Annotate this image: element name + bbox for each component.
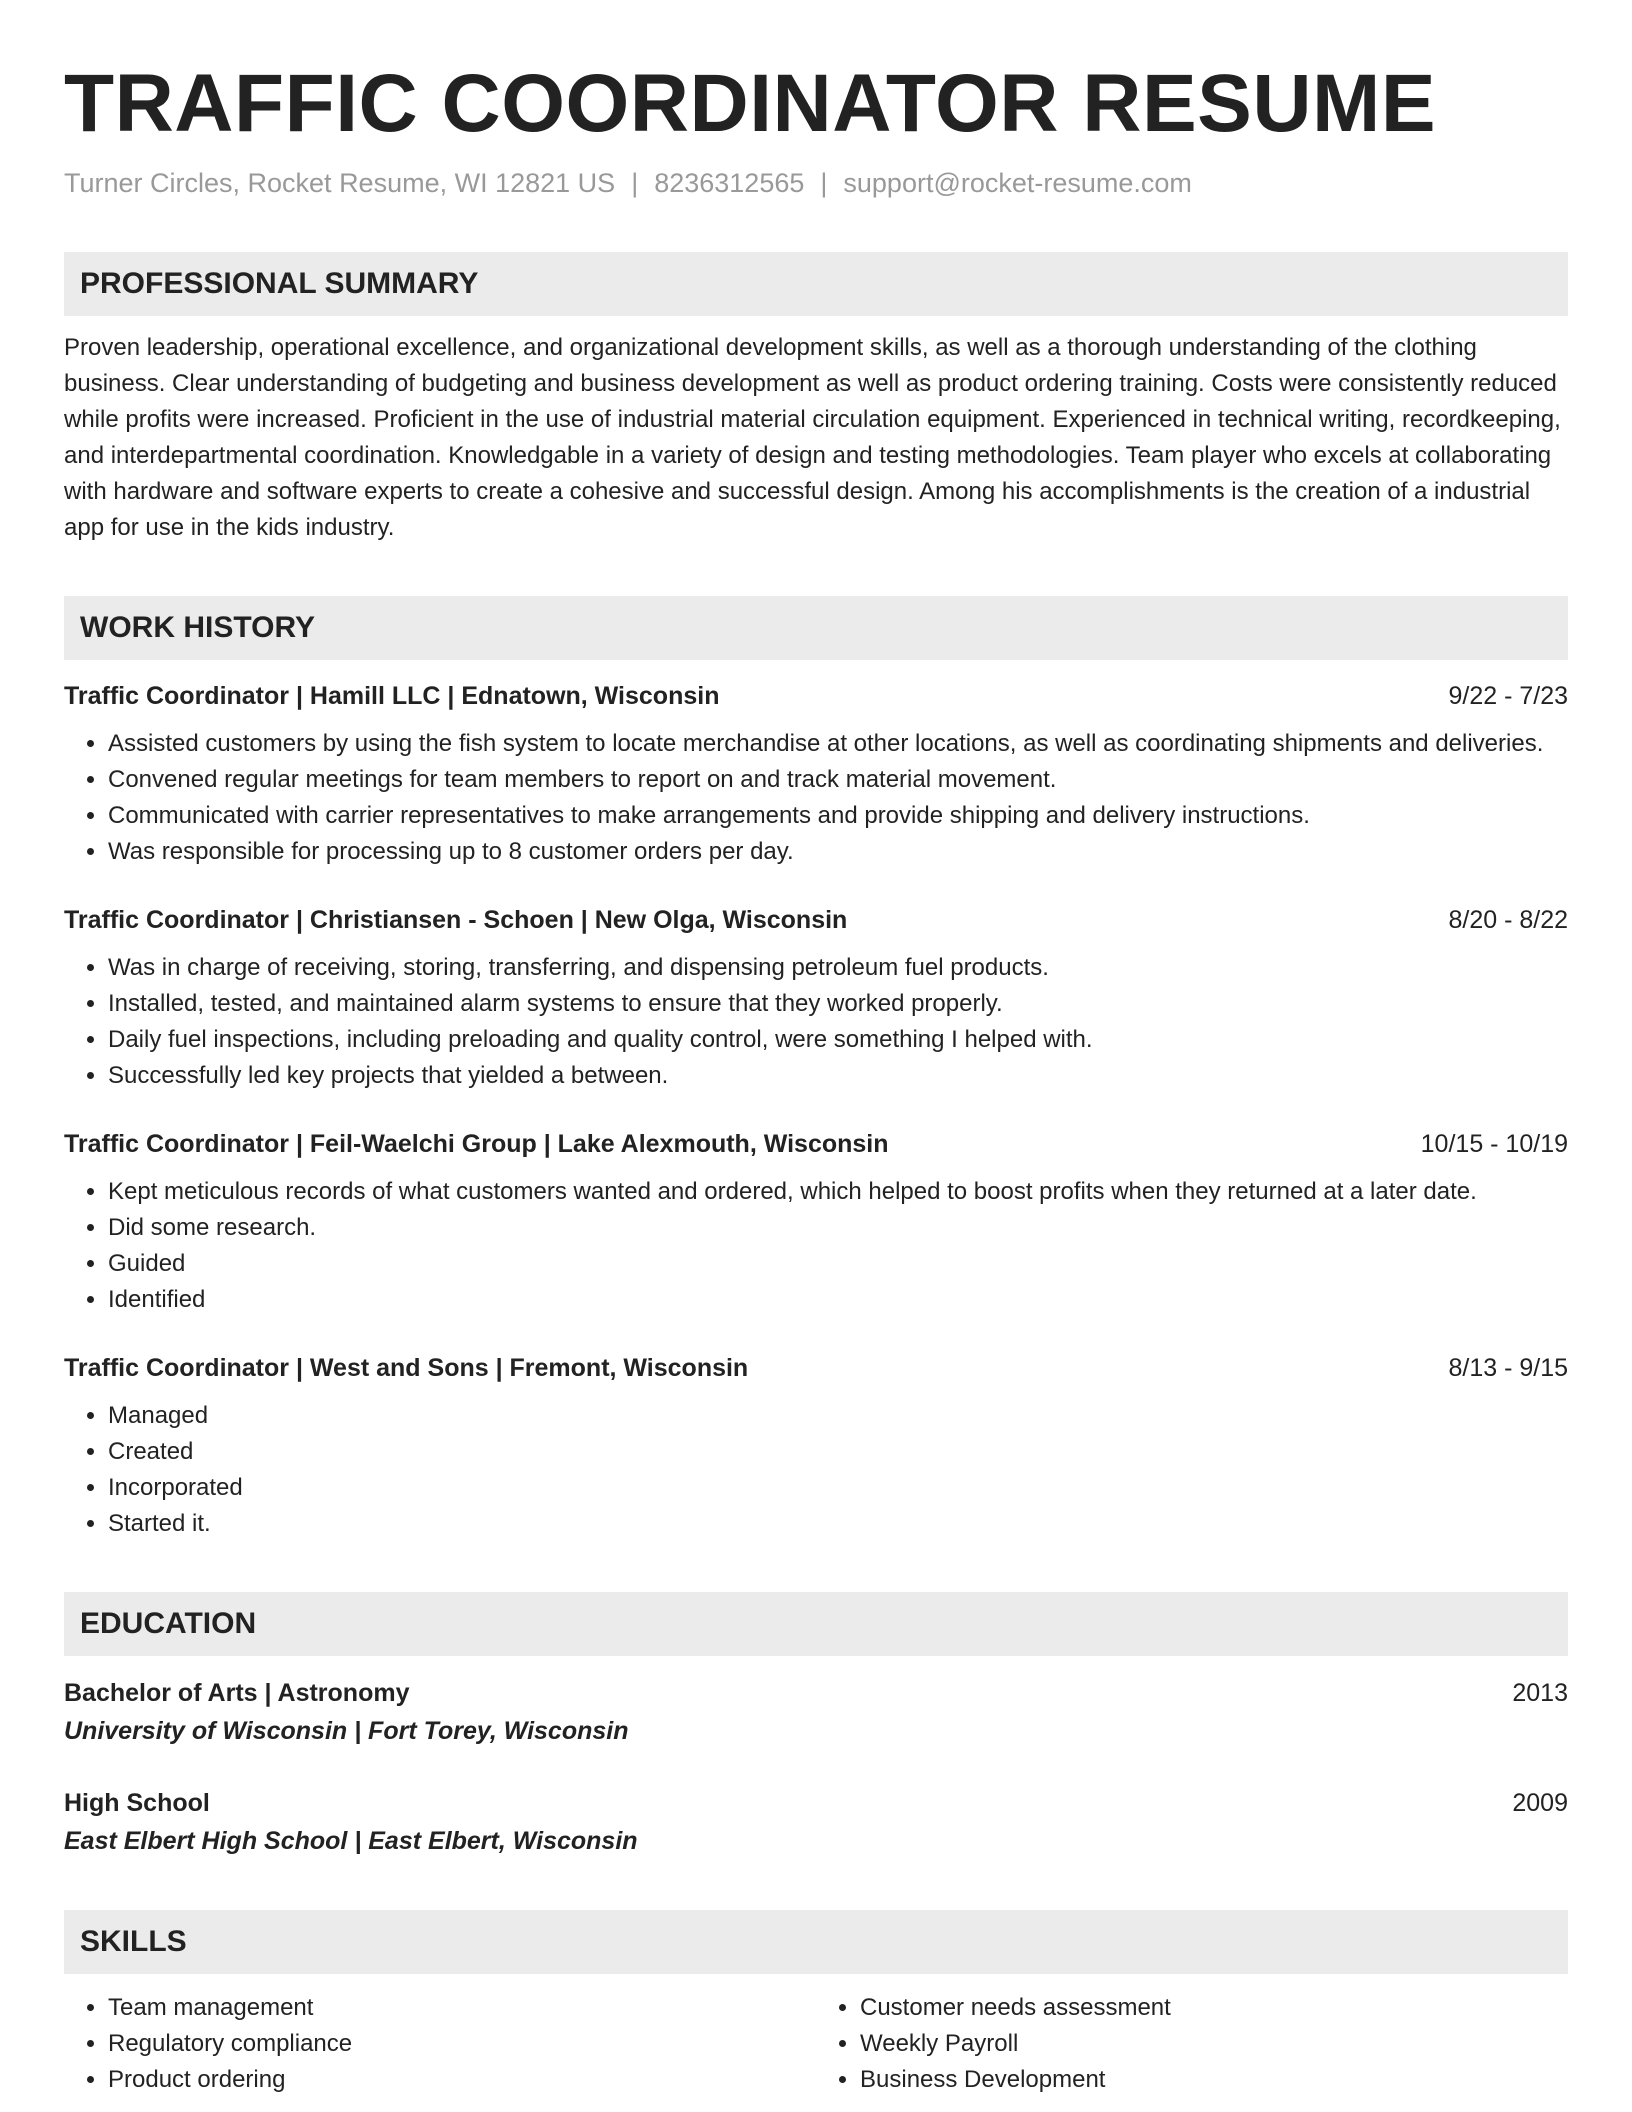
job-dates: 9/22 - 7/23 (1448, 682, 1568, 710)
bullet-item: • Incorporated (108, 1470, 1568, 1506)
contact-phone: 8236312565 (654, 168, 805, 198)
bullet-item: • Created (108, 1434, 1568, 1470)
bullet-item: • Did some research. (108, 1210, 1568, 1246)
education-school: University of Wisconsin | Fort Torey, Wisconsin (64, 1717, 629, 1745)
bullet-item: • Installed, tested, and maintained alarm systems to ensure that they worked properly. (108, 986, 1568, 1022)
skill-item: • Team management (108, 1990, 816, 2026)
skills-list-right (816, 1990, 1568, 2098)
bullet-item: • Kept meticulous records of what customers wanted and ordered, which helped to boost profits when they returned at a later date. (108, 1174, 1568, 1210)
bullet-item: • Was in charge of receiving, storing, transferring, and dispensing petroleum fuel products. (108, 950, 1568, 986)
contact-line (64, 166, 1568, 200)
bullet-item: • Was responsible for processing up to 8 customer orders per day. (108, 834, 1568, 870)
education-year: 2009 (1512, 1789, 1568, 1817)
resume-title: TRAFFIC COORDINATOR RESUME (64, 58, 1437, 149)
job-entry (64, 678, 1568, 870)
job-title: Traffic Coordinator | Christiansen - Schoen | New Olga, Wisconsin (64, 906, 848, 934)
bullet-item: • Daily fuel inspections, including preloading and quality control, were something I helped with. (108, 1022, 1568, 1058)
bullet-item: • Successfully led key projects that yielded a between. (108, 1058, 1568, 1094)
skill-item: • Regulatory compliance (108, 2026, 816, 2062)
skill-item: • Customer needs assessment (860, 1990, 1568, 2026)
bullet-item: • Identified (108, 1282, 1568, 1318)
bullet-item: • Communicated with carrier representatives to make arrangements and provide shipping and delivery instructions. (108, 798, 1568, 834)
bullet-item: • Assisted customers by using the fish system to locate merchandise at other locations, as well as coordinating shipments and deliveries. (108, 726, 1568, 762)
contact-separator: | (820, 168, 828, 198)
education-degree: Bachelor of Arts | Astronomy (64, 1679, 410, 1707)
job-dates: 8/13 - 9/15 (1448, 1354, 1568, 1382)
summary-text: Proven leadership, operational excellence, and organizational development skills, as well as a thorough understanding of the clothing business. Clear understanding of budgeting and business development as well as product ordering training. Costs were consistently reduced while profits were increased. Proficient in the use of industrial material circulation equipment. Experienced in technical writing, recordkeeping, and interdepartmental coordination. Knowledgable in a variety of design and testing methodologies. Team player who excels at collaborating with hardware and software experts to create a cohesive and successful design. Among his accomplishments is the creation of a industrial app for use in the kids industry. (64, 334, 1561, 541)
job-dates: 10/15 - 10/19 (1420, 1130, 1568, 1158)
bullet-item: • Guided (108, 1246, 1568, 1282)
contact-email: support@rocket-resume.com (843, 168, 1192, 198)
education-entry (64, 1784, 1568, 1860)
section-heading-skills: SKILLS (64, 1910, 1568, 1974)
section-heading-work: WORK HISTORY (64, 596, 1568, 660)
skill-item: • Product ordering (108, 2062, 816, 2098)
education-school: East Elbert High School | East Elbert, Wisconsin (64, 1827, 638, 1855)
contact-address: Turner Circles, Rocket Resume, WI 12821 US (64, 168, 616, 198)
bullet-item: • Convened regular meetings for team members to report on and track material movement. (108, 762, 1568, 798)
job-entry (64, 902, 1568, 1094)
education-year: 2013 (1512, 1679, 1568, 1707)
education-entry (64, 1674, 1568, 1750)
job-entry (64, 1126, 1568, 1318)
bullet-item: • Managed (108, 1398, 1568, 1434)
skill-item: • Weekly Payroll (860, 2026, 1568, 2062)
bullet-item: • Started it. (108, 1506, 1568, 1542)
section-heading-education: EDUCATION (64, 1592, 1568, 1656)
job-title: Traffic Coordinator | Hamill LLC | Ednatown, Wisconsin (64, 682, 720, 710)
skills-list-left (64, 1990, 816, 2098)
job-bullets (64, 1398, 1568, 1542)
job-bullets (64, 950, 1568, 1094)
skills-columns (64, 1990, 1568, 2098)
job-entry (64, 1350, 1568, 1542)
skill-item: • Business Development (860, 2062, 1568, 2098)
job-title: Traffic Coordinator | Feil-Waelchi Group | Lake Alexmouth, Wisconsin (64, 1130, 889, 1158)
contact-separator: | (631, 168, 639, 198)
job-bullets (64, 726, 1568, 870)
job-bullets (64, 1174, 1568, 1318)
job-dates: 8/20 - 8/22 (1448, 906, 1568, 934)
job-title: Traffic Coordinator | West and Sons | Fremont, Wisconsin (64, 1354, 749, 1382)
education-degree: High School (64, 1789, 210, 1817)
section-heading-summary: PROFESSIONAL SUMMARY (64, 252, 1568, 316)
